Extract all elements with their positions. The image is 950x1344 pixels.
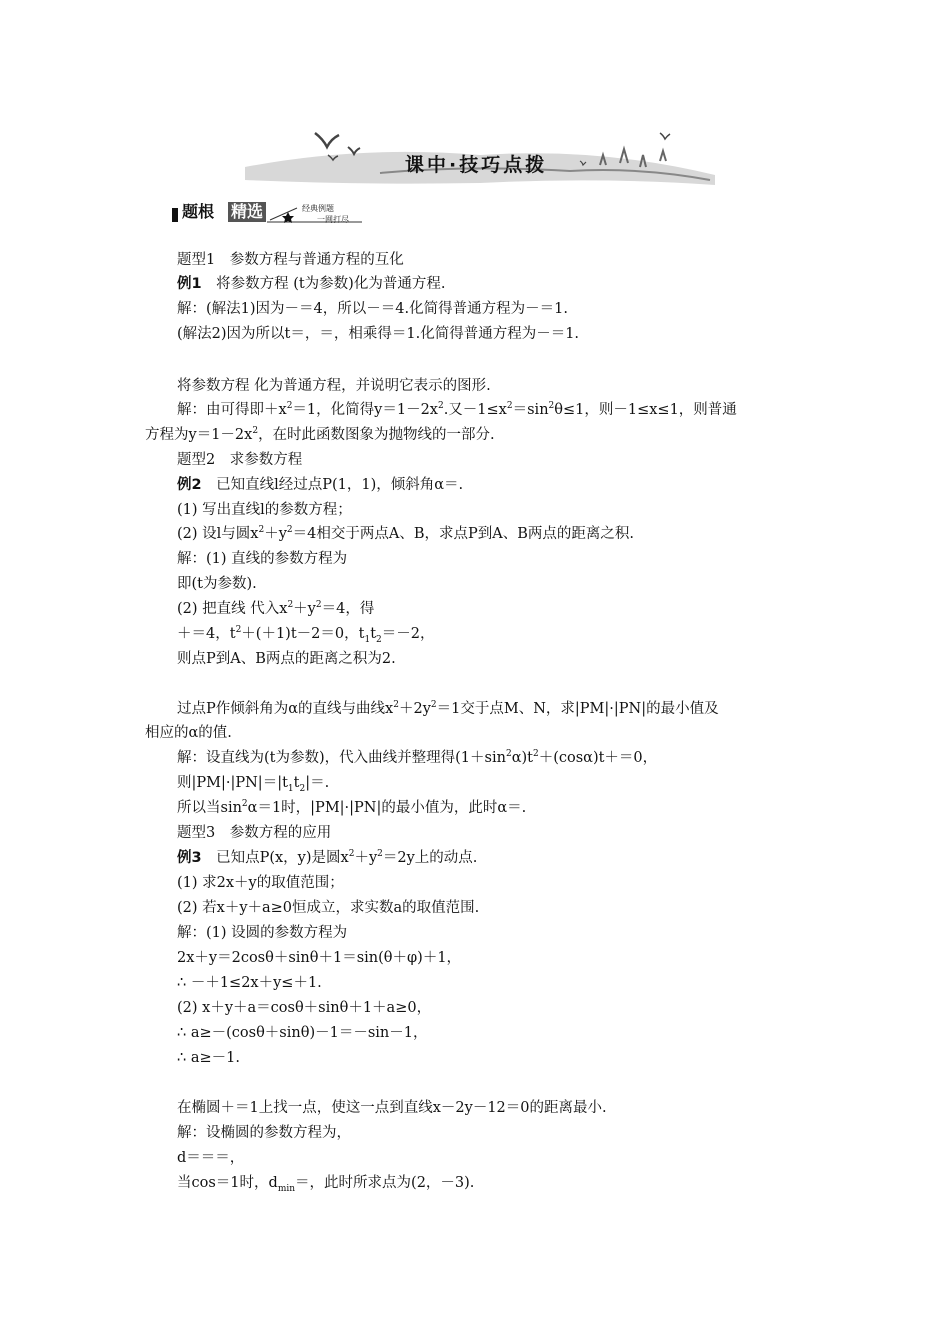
t: 已知直线l经过点P(1，1)，倾斜角α＝.	[201, 477, 464, 493]
t: 已知点P(x，y)是圆x	[201, 850, 349, 866]
t: t	[293, 775, 300, 791]
bird-icon	[348, 147, 360, 154]
t: ＋y	[264, 526, 287, 542]
heading-type-3: 题型3 参数方程的应用	[177, 825, 332, 841]
section-header	[172, 198, 372, 226]
sup: 2	[235, 625, 242, 636]
sub: 1	[287, 783, 294, 794]
sup: 2	[505, 749, 512, 760]
text-line	[177, 1173, 474, 1193]
section-tag-1: 经典例题	[302, 204, 334, 213]
sup: 2	[377, 849, 383, 860]
text-line: (1) 写出直线l的参数方程；	[177, 502, 352, 518]
text-line: ∴ －＋1≤2x＋y≤＋1.	[177, 975, 322, 991]
sup: 2	[430, 700, 437, 711]
t: ＝1交于点M、N，求|PM|·|PN|的最小值及	[436, 701, 719, 717]
example-label: 例1	[177, 276, 202, 292]
text-line: ∴ a≥－(cosθ＋sinθ)－1＝－sin－1，	[177, 1025, 428, 1041]
t: 所以当sin	[177, 800, 242, 816]
example-2	[177, 475, 463, 495]
sup: 2	[532, 749, 539, 760]
sup: 2	[548, 401, 555, 412]
section-label-b: 精选	[228, 202, 266, 222]
text-line: 相应的α的值.	[145, 725, 232, 741]
text-line	[145, 425, 495, 445]
text-line: 解：(1) 设圆的参数方程为	[177, 925, 348, 941]
sub: 2	[376, 634, 382, 645]
t: |＝.	[305, 775, 330, 791]
t: (2) 设l与圆x	[177, 526, 259, 542]
t: ，在时此函数图象为抛物线的一部分.	[258, 427, 495, 443]
t: ＝2y上的动点.	[382, 850, 478, 866]
sup: 2	[287, 600, 294, 611]
t: 方程为y＝1－2x	[145, 427, 253, 443]
sup: 2	[258, 525, 265, 536]
t: ＋＝4，t	[177, 626, 236, 642]
exercise-text	[177, 699, 719, 719]
text-line: 解：(1) 直线的参数方程为	[177, 551, 348, 567]
t: ＝1，化简得y＝1－2x	[292, 402, 438, 418]
sup: 2	[252, 426, 259, 437]
text-line: (解法2)因为所以t＝，＝，相乘得＝1.化简得普通方程为－＝1.	[177, 326, 580, 342]
t: ＋(cosα)t＋＝0，	[538, 750, 658, 766]
t: α)t	[511, 750, 533, 766]
text-line: (2) 若x＋y＋a≥0恒成立，求实数a的取值范围.	[177, 900, 480, 916]
t: ＋y	[354, 850, 378, 866]
t: ＋2y	[398, 701, 431, 717]
t: 解：设直线为(t为参数)，代入曲线并整理得(1＋sin	[177, 750, 506, 766]
sub: 1	[364, 634, 371, 645]
exercise-text: 在椭圆＋＝1上找一点，使这一点到直线x－2y－12＝0的距离最小.	[177, 1100, 607, 1116]
t: 则|PM|·|PN|＝|t	[177, 775, 288, 791]
example-1	[177, 274, 445, 294]
sup: 2	[315, 600, 322, 611]
t: .又－1≤x	[443, 402, 507, 418]
heading-type-2: 题型2 求参数方程	[177, 452, 303, 468]
t: ＝sin	[512, 402, 549, 418]
t: 解：由可得即＋x	[177, 402, 287, 418]
text-line: 解：设椭圆的参数方程为，	[177, 1125, 351, 1141]
t: ＋y	[293, 601, 316, 617]
sup: 2	[437, 401, 444, 412]
text-line	[177, 748, 657, 768]
text-line: 解：(解法1)因为－＝4，所以－＝4.化简得普通方程为－＝1.	[177, 301, 568, 317]
heading-type-1: 题型1 参数方程与普通方程的互化	[177, 252, 404, 268]
text-line	[177, 524, 634, 544]
example-3	[177, 848, 477, 868]
text-line: 即(t为参数).	[177, 576, 257, 592]
t: ＝，此时所求点为(2，－3).	[295, 1175, 475, 1191]
t: θ≤1，则－1≤x≤1，则普通	[554, 402, 737, 418]
t: ＝4相交于两点A、B，求点P到A、B两点的距离之积.	[292, 526, 634, 542]
t: (2) 把直线 代入x	[177, 601, 288, 617]
bird-icon	[315, 133, 339, 147]
example-label: 例2	[177, 477, 202, 493]
sup: 2	[348, 849, 355, 860]
text-line: (2) x＋y＋a＝cosθ＋sinθ＋1＋a≥0，	[177, 1000, 432, 1016]
t: ＝－2，	[381, 626, 435, 642]
text-line	[177, 400, 737, 420]
t: α＝1时，|PM|·|PN|的最小值为，此时α＝.	[247, 800, 527, 816]
exercise-text: 将参数方程 化为普通方程，并说明它表示的图形.	[177, 378, 491, 394]
t: ＋(＋1)t－2＝0，t	[241, 626, 365, 642]
text-line: d＝＝＝，	[177, 1150, 245, 1166]
sup: 2	[241, 799, 248, 810]
banner-title: 课中·技巧点拨	[405, 154, 548, 176]
text-line: 则点P到A、B两点的距离之积为2.	[177, 651, 396, 667]
t: 当cos＝1时，d	[177, 1175, 278, 1191]
text-line	[177, 599, 374, 619]
sup: 2	[286, 525, 293, 536]
text-line	[177, 773, 329, 793]
text-line: ∴ a≥－1.	[177, 1050, 240, 1066]
text-line: (1) 求2x＋y的取值范围；	[177, 875, 344, 891]
t: t	[370, 626, 377, 642]
t: 过点P作倾斜角为α的直线与曲线x	[177, 701, 394, 717]
example-label: 例3	[177, 850, 202, 866]
sub: 2	[299, 783, 306, 794]
text-line	[177, 624, 434, 644]
sup: 2	[506, 401, 513, 412]
sup: 2	[393, 700, 399, 711]
sub: min	[277, 1183, 296, 1194]
text-line	[177, 798, 526, 818]
t: ＝4，得	[321, 601, 375, 617]
sup: 2	[286, 401, 293, 412]
text: 将参数方程 (t为参数)化为普通方程.	[201, 276, 446, 292]
bird-icon	[660, 133, 670, 139]
section-tag-2: 一网打尽	[317, 215, 349, 224]
text-line: 2x＋y＝2cosθ＋sinθ＋1＝sin(θ＋φ)＋1，	[177, 950, 462, 966]
section-label-a: 题根	[182, 202, 215, 221]
